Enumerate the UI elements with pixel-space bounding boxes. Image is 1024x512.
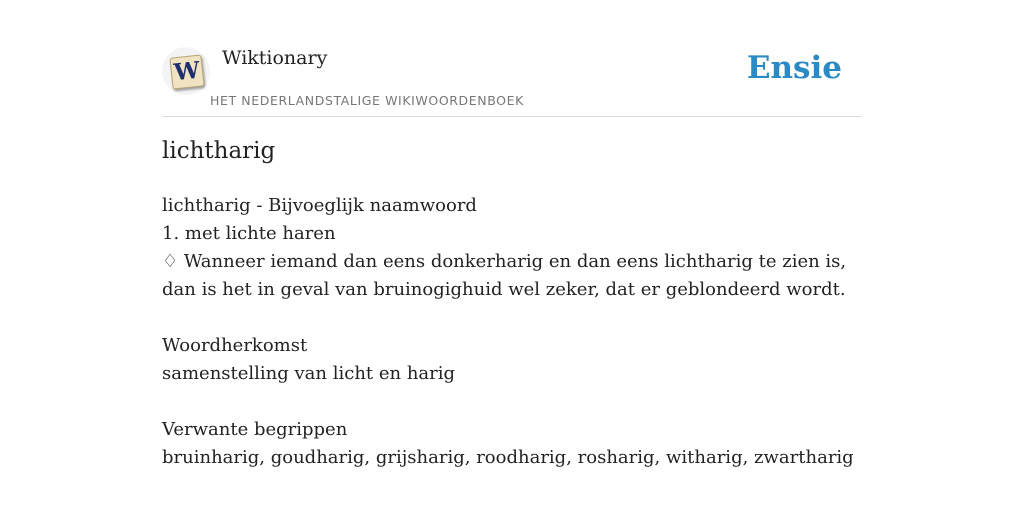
spacer (162, 388, 862, 416)
spacer (162, 304, 862, 332)
wiktionary-logo[interactable] (162, 47, 210, 95)
site-tagline: HET NEDERLANDSTALIGE WIKIWOORDENBOEK (210, 93, 524, 108)
related-heading: Verwante begrippen (162, 419, 348, 440)
entry-content (162, 192, 862, 472)
example-sentence: ♢ Wanneer iemand dan eens donkerharig en dan eens lichtharig te zien is, dan is het in geval van bruinogighuid wel zeker, dat er geblondeerd wordt. (162, 251, 847, 300)
wiktionary-logo-icon: W (169, 54, 204, 89)
etymology-text: samenstelling van licht en harig (162, 363, 456, 384)
ensie-brand-link[interactable]: Ensie (746, 50, 842, 86)
related-terms: bruinharig, goudharig, grijsharig, roodharig, rosharig, witharig, zwartharig (162, 447, 854, 468)
site-header (162, 40, 862, 117)
part-of-speech-line: lichtharig - Bijvoeglijk naamwoord (162, 195, 477, 216)
etymology-heading: Woordherkomst (162, 335, 308, 356)
definition: 1. met lichte haren (162, 223, 336, 244)
site-name[interactable]: Wiktionary (222, 47, 328, 69)
page-title: lichtharig (162, 138, 276, 164)
